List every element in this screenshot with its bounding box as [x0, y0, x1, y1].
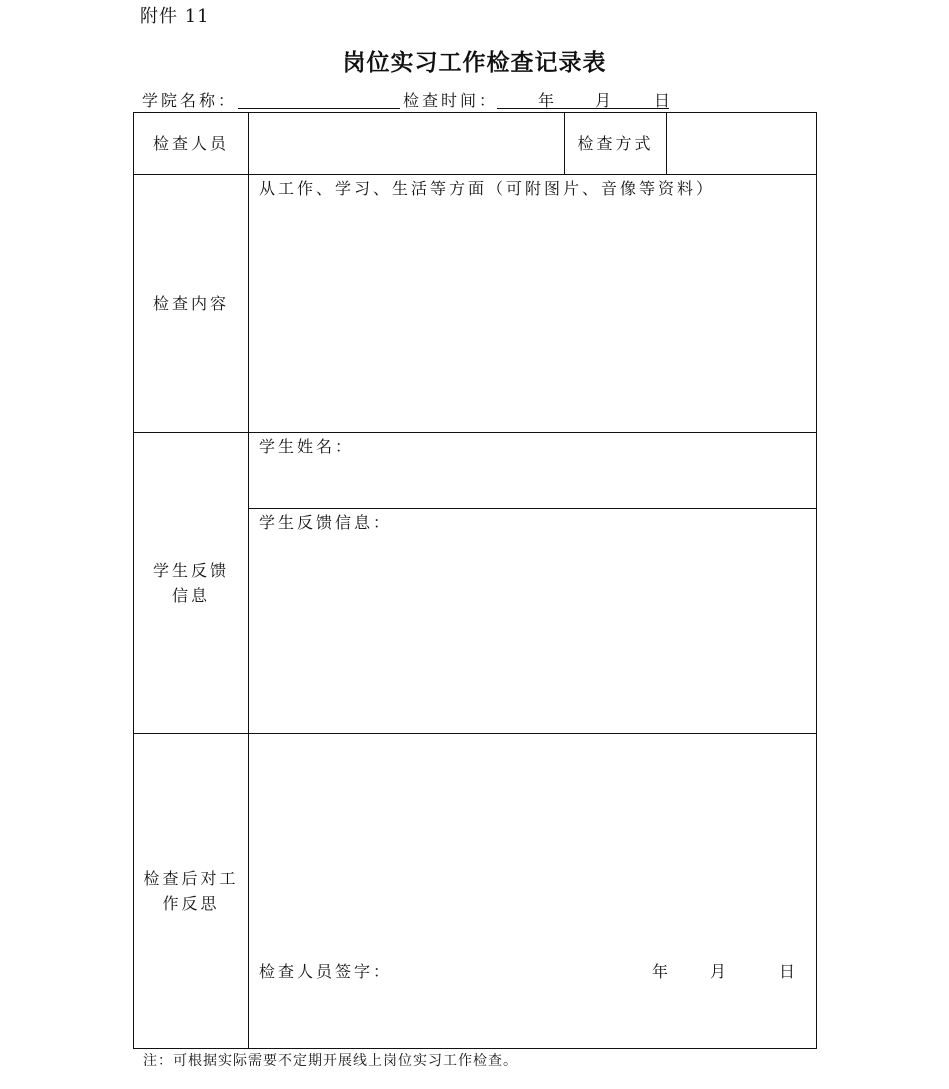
feedback-label-cell [134, 433, 249, 734]
check-time-day: 日 [654, 91, 674, 110]
meta-row [142, 88, 682, 110]
content-cell[interactable] [249, 175, 817, 433]
check-time-month: 月 [595, 91, 615, 110]
reflection-cell[interactable] [249, 734, 817, 1049]
inspector-label-cell [134, 113, 249, 175]
reflection-label-cell [134, 734, 249, 1049]
inspection-record-table [133, 112, 817, 1049]
method-value [667, 113, 816, 115]
check-time-year: 年 [538, 91, 558, 110]
student-name-cell[interactable] [249, 433, 817, 509]
page-title: 岗位实习工作检查记录表 [342, 49, 607, 76]
feedback-label: 学生反馈信息 [152, 561, 229, 605]
footer-note: 注：可根据实际需要不定期开展线上岗位实习工作检查。 [143, 1053, 518, 1069]
student-feedback-cell[interactable] [249, 509, 817, 734]
signature-year: 年 [652, 962, 672, 981]
inspector-value-cell[interactable] [249, 113, 565, 175]
college-field[interactable] [238, 108, 400, 109]
check-time-field[interactable] [497, 108, 669, 109]
method-label-cell [565, 113, 667, 175]
inspector-label: 检查人员 [152, 134, 229, 153]
signature-label: 检查人员签字： [259, 962, 393, 981]
college-label: 学院名称： [142, 91, 238, 110]
signature-day: 日 [779, 962, 799, 981]
content-label: 检查内容 [152, 294, 229, 313]
signature-month: 月 [710, 962, 730, 981]
content-hint: 从工作、学习、生活等方面（可附图片、音像等资料） [259, 179, 716, 198]
inspector-value [249, 113, 564, 115]
attachment-label: 附件 11 [140, 6, 210, 27]
method-label: 检查方式 [577, 134, 654, 153]
student-name-label: 学生姓名： [259, 437, 355, 456]
check-time-label: 检查时间： [403, 91, 499, 110]
student-feedback-label: 学生反馈信息： [259, 513, 393, 532]
content-label-cell [134, 175, 249, 433]
reflection-label: 检查后对工作反思 [143, 869, 239, 913]
method-value-cell[interactable] [667, 113, 817, 175]
